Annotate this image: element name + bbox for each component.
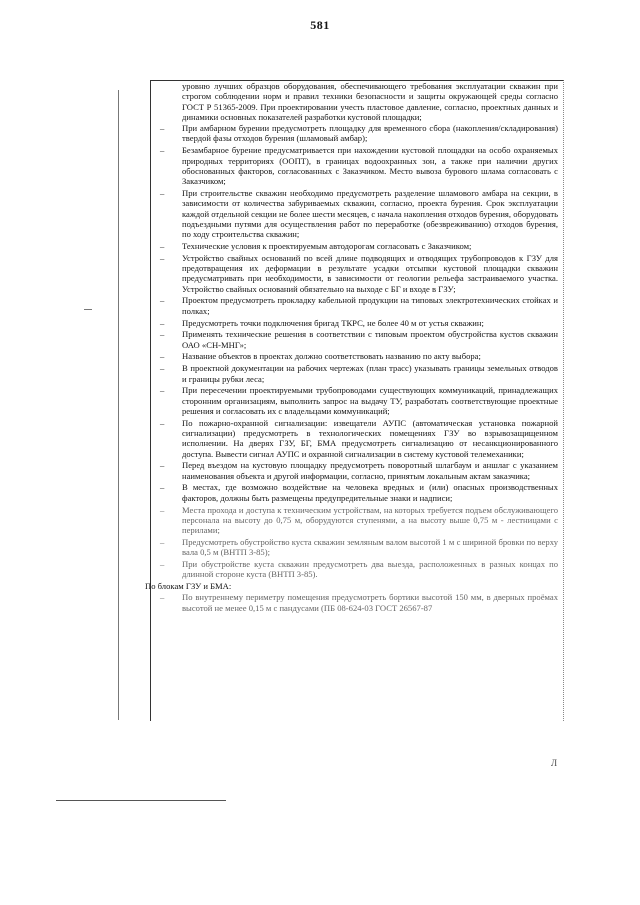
list-item-text: Предусмотреть точки подключения бригад ТКРС, не более 40 м от устья скважин; xyxy=(182,317,484,328)
list-item-text: Безамбарное бурение предусматривается при нахождении кустовой площадки на особо охраняемых природных территориях (ООПТ), в границах водоохранных зон, а также при наличии других обоснованных факторов, согласованных с Заказчиком. Место вывоза бурового шлама согласовать с Заказчиком; xyxy=(182,145,558,187)
list-dash: – xyxy=(160,295,165,306)
list-item-text: При обустройстве куста скважин предусмотреть два выезда, расположенных в разных концах по длинной стороне куста (ВНТП 3-85). xyxy=(182,559,558,580)
list-item xyxy=(148,241,558,251)
list-item-text: При строительстве скважин необходимо предусмотреть разделение шламового амбара на секции, в зависимости от количества забуриваемых скважин, согласно, проекта бурения. Срок эксплуатации каждой отдельной секции не более шести месяцев, с начала накопления отходов бурения, оборудовать подъездными путями для осуществления работ по переработке (обезвреживанию) отходов бурения, по ходу строительства скважин; xyxy=(182,187,558,240)
list-dash: – xyxy=(160,329,165,340)
list-dash: – xyxy=(160,385,165,396)
list-item xyxy=(148,329,558,350)
list-dash: – xyxy=(160,559,165,570)
list-item xyxy=(148,505,558,536)
list-item-text: В проектной документации на рабочих чертежах (план трасс) указывать границы земельных отводов и границы рубки леса; xyxy=(182,363,558,384)
list-item xyxy=(148,253,558,294)
list-dash: – xyxy=(160,592,165,603)
list-item-text: Устройство свайных оснований по всей длине подводящих и отводящих трубопроводов к ГЗУ для предотвращения их деформации в результате усадки отсыпки кустовой площадки скважин предусматривать при необходимости, в зависимости от геологии рельефа застраиваемого участка. Устройство свайных оснований обязательно на выходе с БГ и входе в ГЗУ; xyxy=(182,252,558,294)
margin-mark xyxy=(84,309,92,314)
left-margin-rule xyxy=(118,90,119,720)
list-dash: – xyxy=(160,240,165,251)
list-dash: – xyxy=(160,363,165,374)
list-item-text: При пересечении проектируемыми трубопроводами существующих коммуникаций, принадлежащих сторонним организациям, выполнить запрос на выдачу ТУ, разработать соответствующие проектные решения и согласовать их с владельцами коммуникаций; xyxy=(182,385,558,416)
list-item-text: Перед въездом на кустовую площадку предусмотреть поворотный шлагбаум и аншлаг с указанием наименования объекта и другой информации, согласно, принятым локальным актам заказчика; xyxy=(182,460,558,481)
list-item-text: При амбарном бурении предусмотреть площадку для временного сбора (накопления/складирования) твердой фазы отходов бурения (шламовый амбар); xyxy=(182,123,558,144)
list-dash: – xyxy=(160,123,165,134)
list-item xyxy=(148,537,558,558)
list-dash: – xyxy=(160,536,165,547)
list-item-text: По пожарно-охранной сигнализации: извещатели АУПС (автоматическая установка пожарной сигнализации) предусмотреть в технологических помещениях ГЗУ во взрывозащищенном исполнении. На дверях ГЗУ, БГ, БМА предусмотреть сигнализацию от несанкционированного доступа. Вывести сигнал АУПС и охранной сигнализации в систему кустовой телемеханики; xyxy=(182,417,558,459)
list-dash: – xyxy=(160,317,165,328)
list-item xyxy=(148,418,558,459)
list-item xyxy=(148,123,558,144)
list-item xyxy=(148,351,558,361)
list-dash: – xyxy=(160,351,165,362)
list-item xyxy=(148,592,558,613)
list-item-text: Проектом предусмотреть прокладку кабельной продукции на типовых электротехнических стойках и полках; xyxy=(182,295,558,316)
list-item xyxy=(148,559,558,580)
list-item xyxy=(148,385,558,416)
list-item-text: В местах, где возможно воздействие на человека вредных и (или) опасных производственных факторов, должны быть размещены предупредительные знаки и надписи; xyxy=(182,482,558,503)
list-dash: – xyxy=(160,187,165,198)
list-item xyxy=(148,188,558,239)
list-dash: – xyxy=(160,417,165,428)
list-dash: – xyxy=(160,460,165,471)
lead-paragraph: уровню лучших образцов оборудования, обеспечивающего требования эксплуатации скважин при строгом соблюдении норм и правил техники безопасности и защиты окружающей среды согласно ГОСТ Р 51365-2009. При проектировании учесть пластовое давление, согласно, проектных данных и динамики основных показателей разработки кустовой площадки; xyxy=(182,81,558,122)
list-item xyxy=(148,145,558,186)
list-dash: – xyxy=(160,482,165,493)
footnote-rule xyxy=(56,800,226,801)
section-heading: По блокам ГЗУ и БМА: xyxy=(145,581,232,592)
list-item-text: Название объектов в проектах должно соответствовать названию по акту выбора; xyxy=(182,351,481,362)
list-item-text: Применять технические решения в соответствии с типовым проектом обустройства кустов скважин ОАО «СН-МНГ»; xyxy=(182,329,558,350)
list-item-text: По внутреннему периметру помещения предусмотреть бортики высотой 150 мм, в дверных проёмах высотой не менее 0,15 м с пандусами (ПБ 08-624-03 ГОСТ 26567-87 xyxy=(182,592,558,613)
page-number: 581 xyxy=(310,18,330,32)
list-item-text: Предусмотреть обустройство куста скважин земляным валом высотой 1 м с шириной бровки по верху вала 0,5 м (ВНТП 3-85); xyxy=(182,536,558,558)
list-item xyxy=(148,363,558,384)
list-dash: – xyxy=(160,504,165,515)
document-body xyxy=(145,81,558,615)
corner-mark: Л xyxy=(551,758,558,768)
list-item xyxy=(148,460,558,481)
list-dash: – xyxy=(160,252,165,263)
list-item xyxy=(148,482,558,503)
list-item xyxy=(148,318,558,328)
list-item-text: Места прохода и доступа к техническим устройствам, на которых требуется подъем обслуживающего персонала на высоту до 0,75 м, оборудуются ступенями, а на высоту выше 0,75 м - лестницами с перилами; xyxy=(182,504,558,536)
list-item-text: Технические условия к проектируемым автодорогам согласовать с Заказчиком; xyxy=(182,240,472,251)
list-item xyxy=(148,295,558,316)
requirements-list xyxy=(148,123,558,579)
list-dash: – xyxy=(160,145,165,156)
